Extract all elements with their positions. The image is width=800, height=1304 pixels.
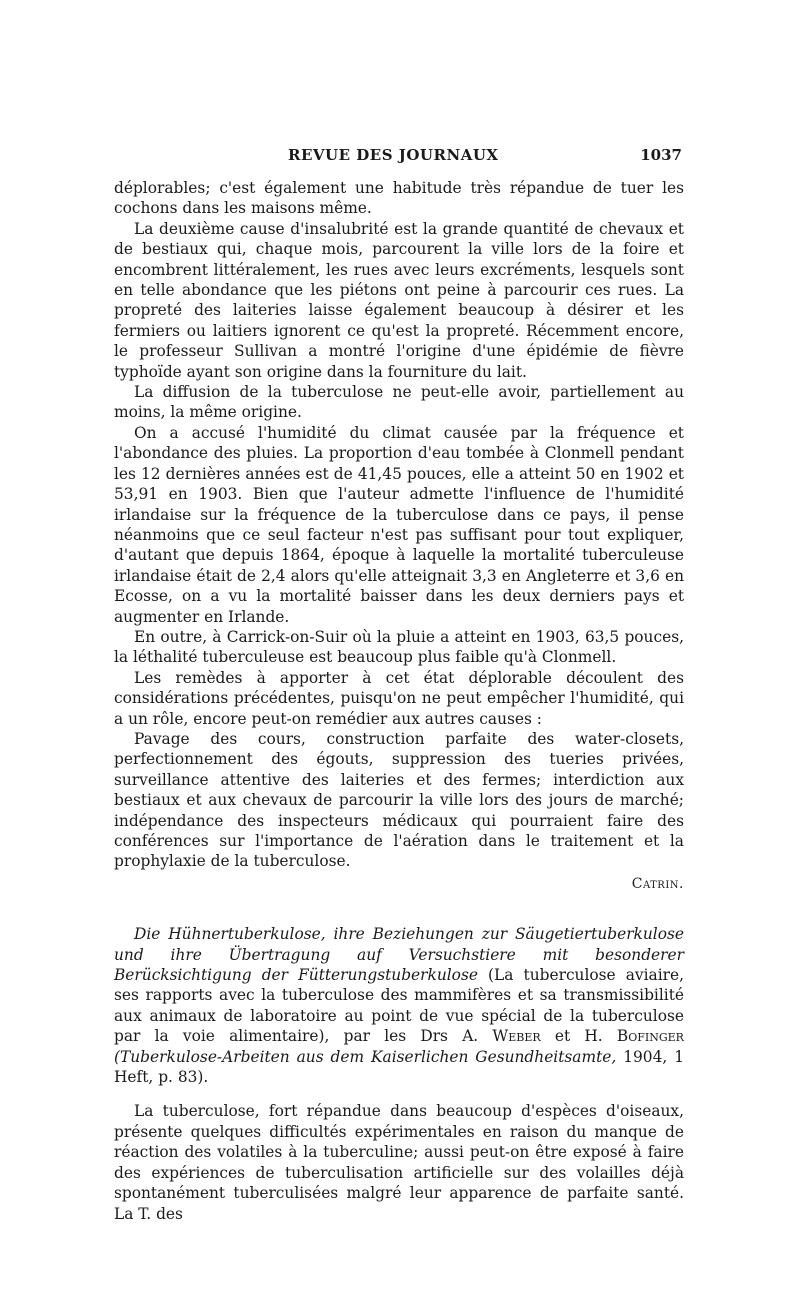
paragraph: La diffusion de la tuberculose ne peut-elle avoir, partiellement au moins, la même origine. [114,383,684,422]
paragraph: déplorables; c'est également une habitude très répandue de tuer les cochons dans les maisons même. [114,179,684,218]
paragraph: On a accusé l'humidité du climat causée par la fréquence et l'abondance des pluies. La proportion d'eau tombée à Clonmell pendant les 12 dernières années est de 41,45 pouces, elle a atteint 50 en 1902 et 53,91 en 1903. Bien que l'auteur admette l'influence de l'humidité irlandaise sur la fréquence de la tuberculose dans ce pays, il pense néanmoins que ce seul facteur n'est pas suffisant pour tout expliquer, d'autant que depuis 1864, époque à laquelle la mortalité tuberculeuse irlandaise était de 2,4 alors qu'elle atteignait 3,3 en Angleterre et 3,6 en Ecosse, on a vu la mortalité baisser dans les deux derniers pays et augmenter en Irlande. [114,423,684,626]
paragraph: La tuberculose, fort répandue dans beaucoup d'espèces d'oiseaux, présente quelques difficultés expérimentales en raison du manque de réaction des volatiles à la tuberculine; aussi peut-on être exposé à faire des expériences de tuberculisation artificielle sur des volailles déjà spontanément tuberculisées malgré leur apparence de parfaite santé. La T. des [114,1102,684,1223]
section-separator [114,894,684,924]
page-number: 1037 [640,146,682,164]
paragraph: Les remèdes à apporter à cet état déplorable découlent des considérations précédentes, puisqu'on ne peut empêcher l'humidité, qui a un rôle, encore peut-on remédier aux autres causes : [114,668,684,728]
french-title: (La tuberculose aviaire, ses rapports avec la tuberculose des mammifères et sa transmissibilité aux animaux de laboratoire au point de vue spécial de la tuberculose par la voie alimentaire), par les [114,966,684,1046]
author-signature: Catrin. [631,875,684,892]
page-header [112,146,682,170]
paragraph-gap [114,1087,684,1101]
author-name: H. Bofinger [584,1027,684,1046]
citation: 1904, 1 Heft, p. 83). [114,1047,684,1087]
article-weber-bofinger [114,924,684,1224]
author-name: A. Weber [462,1027,541,1046]
paragraph: La deuxième cause d'insalubrité est la grande quantité de chevaux et de bestiaux qui, chaque mois, parcourent la ville lors de la foire et encombrent littéralement, les rues avec leurs excréments, lesquels sont en telle abondance que les piétons ont peine à parcourir ces rues. La propreté des laiteries laisse également beaucoup à désirer et les fermiers ou laitiers ignorent ce qu'est la propreté. Récemment encore, le professeur Sullivan a montré l'origine d'une épidémie de fièvre typhoïde ayant son origine dans la fourniture du lait. [114,219,684,381]
paragraph: En outre, à Carrick-on-Suir où la pluie a atteint en 1903, 63,5 pouces, la léthalité tuberculeuse est beaucoup plus faible qu'à Clonmell. [114,627,684,667]
article-catrin [114,178,684,894]
german-title: Die Hühnertuberkulose, ihre Beziehungen zur Säugetiertuberkulose und ihre Übertragung auf Versuchstiere mit besonderer Berücksichtigung der Fütterungstuberkulose [114,925,684,985]
paragraph: Pavage des cours, construction parfaite des water-closets, perfectionnement des égouts, suppression des tueries privées, surveillance attentive des laiteries et des fermes; interdiction aux bestiaux et aux chevaux de parcourir la ville lors des jours de marché; indépendance des inspecteurs médicaux qui pourraient faire des conférences sur l'importance de l'aération dans le traitement et la prophylaxie de la tuberculose. [114,729,684,871]
journal-title: (Tuberkulose-Arbeiten aus dem Kaiserlichen Gesundheitsamte, [114,1047,617,1066]
running-title: REVUE DES JOURNAUX [288,146,499,164]
author-join: et [554,1027,571,1046]
bibliographic-reference [114,924,684,1087]
page-body [114,178,684,1224]
authors-prefix: Drs [420,1027,448,1046]
